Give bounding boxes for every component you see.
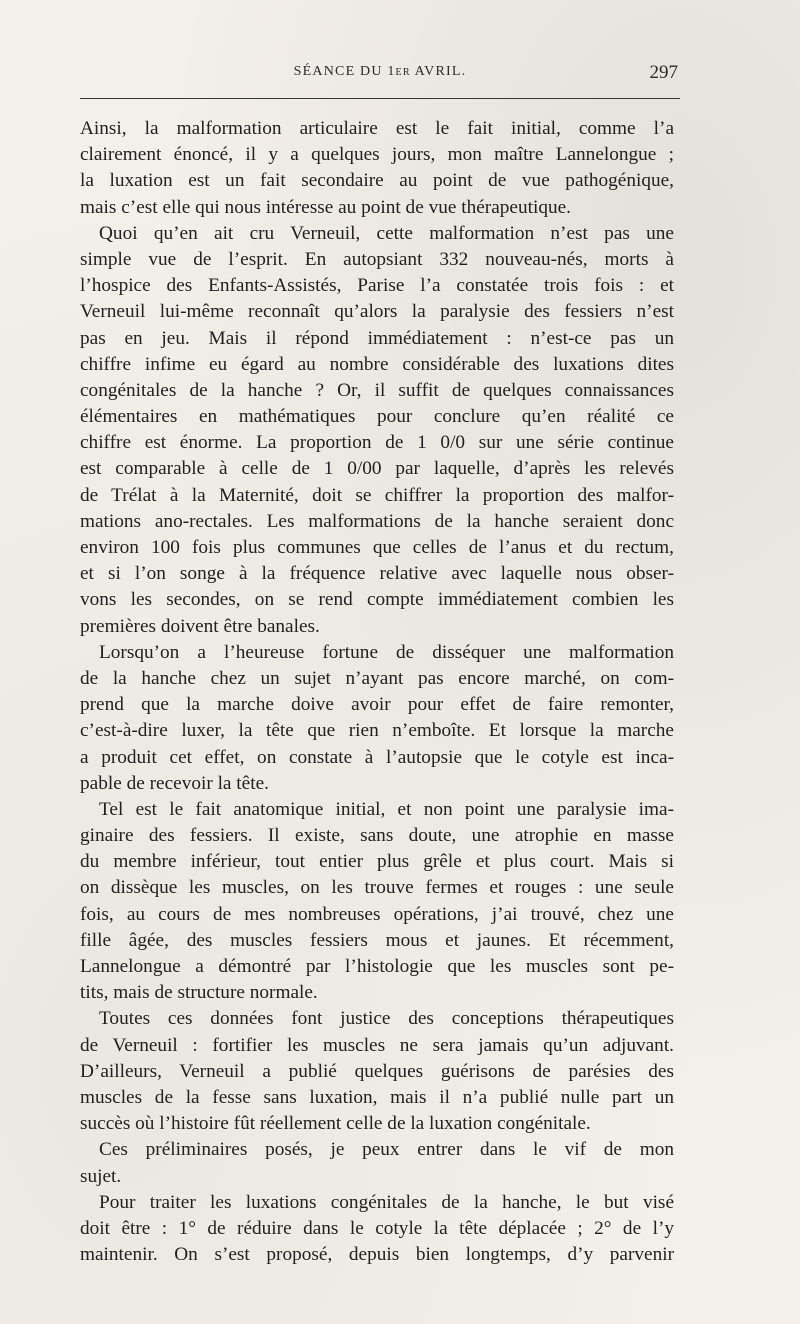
text-line: vons les secondes, on se rend compte immédiatement combien les [80, 589, 674, 611]
text-line: muscles de la fesse sans luxation, mais il n’a publié nulle part un [80, 1086, 674, 1108]
text-line: fille âgée, des muscles fessiers mous et jaunes. Et récemment, [80, 929, 674, 951]
text-line: Lorsqu’on a l’heureuse fortune de disséquer une malformation [99, 641, 674, 663]
text-line: élémentaires en mathématiques pour conclure qu’en réalité ce [80, 406, 674, 428]
header-rule [80, 98, 680, 99]
text-line: de Trélat à la Maternité, doit se chiffrer la proportion des malfor- [80, 484, 674, 506]
text-line: Ces préliminaires posés, je peux entrer dans le vif de mon [99, 1139, 674, 1161]
text-line: environ 100 fois plus communes que celles de l’anus et du rectum, [80, 537, 674, 558]
body-text [80, 116, 674, 1268]
text-line: on dissèque les muscles, on les trouve fermes et rouges : une seule [80, 877, 674, 899]
text-line: maintenir. On s’est proposé, depuis bien longtemps, d’y parvenir [80, 1244, 674, 1266]
text-line: congénitales de la hanche ? Or, il suffit de quelques connaissances [80, 379, 674, 401]
text-line: mais c’est elle qui nous intéresse au point de vue thérapeutique. [80, 196, 571, 218]
text-line: de la hanche chez un sujet n’ayant pas encore marché, on com- [80, 667, 674, 689]
text-line: chiffre est énorme. La proportion de 1 0/0 sur une série continue [80, 432, 674, 454]
text-line: D’ailleurs, Verneuil a publié quelques guérisons de parésies des [80, 1060, 674, 1082]
text-line: c’est-à-dire luxer, la tête que rien n’emboîte. Et lorsque la marche [80, 720, 674, 742]
text-line: l’hospice des Enfants-Assistés, Parise l’a constatée trois fois : et [80, 275, 674, 297]
text-line: Tel est le fait anatomique initial, et non point une paralysie ima- [99, 798, 674, 820]
text-line: pas en jeu. Mais il répond immédiatement : n’est-ce pas un [80, 327, 674, 349]
text-line: Verneuil lui-même reconnaît qu’alors la paralysie des fessiers n’est [80, 301, 674, 323]
text-line: Quoi qu’en ait cru Verneuil, cette malformation n’est pas une [99, 222, 674, 244]
text-line: du membre inférieur, tout entier plus grêle et plus court. Mais si [80, 851, 674, 873]
text-line: Ainsi, la malformation articulaire est le fait initial, comme l’a [80, 118, 674, 139]
text-line: doit être : 1° de réduire dans le cotyle la tête déplacée ; 2° de l’y [80, 1217, 674, 1239]
text-line: de Verneuil : fortifier les muscles ne sera jamais qu’un adjuvant. [80, 1034, 674, 1056]
text-line: tits, mais de structure normale. [80, 982, 318, 1004]
running-title: SÉANCE DU 1er AVRIL. [293, 64, 467, 79]
text-line: Lannelongue a démontré par l’histologie que les muscles sont pe- [80, 956, 674, 977]
page-number: 297 [649, 62, 678, 83]
text-line: Pour traiter les luxations congénitales de la hanche, le but visé [99, 1191, 674, 1213]
text-line: chiffre infime eu égard au nombre considérable des luxations dites [80, 353, 674, 375]
text-line: sujet. [80, 1165, 122, 1187]
text-line: ginaire des fessiers. Il existe, sans doute, une atrophie en masse [80, 825, 674, 847]
text-line: succès où l’histoire fût réellement celle de la luxation congénitale. [80, 1113, 591, 1135]
text-line: premières doivent être banales. [80, 615, 320, 637]
text-line: et si l’on songe à la fréquence relative avec laquelle nous obser- [80, 563, 674, 585]
text-line: fois, au cours de mes nombreuses opérations, j’ai trouvé, chez une [80, 903, 674, 925]
text-line: clairement énoncé, il y a quelques jours, mon maître Lannelongue ; [80, 144, 674, 166]
text-line: la luxation est un fait secondaire au point de vue pathogénique, [80, 170, 674, 192]
running-header [80, 62, 680, 88]
text-line: est comparable à celle de 1 0/00 par laquelle, d’après les relevés [80, 458, 674, 480]
text-line: Toutes ces données font justice des conceptions thérapeutiques [99, 1008, 674, 1030]
text-line: prend que la marche doive avoir pour effet de faire remonter, [80, 694, 674, 716]
text-line: pable de recevoir la tête. [80, 772, 269, 794]
text-line: simple vue de l’esprit. En autopsiant 332 nouveau-nés, morts à [80, 248, 674, 270]
text-line: a produit cet effet, on constate à l’autopsie que le cotyle est inca- [80, 746, 674, 768]
text-line: mations ano-rectales. Les malformations de la hanche seraient donc [80, 510, 674, 532]
